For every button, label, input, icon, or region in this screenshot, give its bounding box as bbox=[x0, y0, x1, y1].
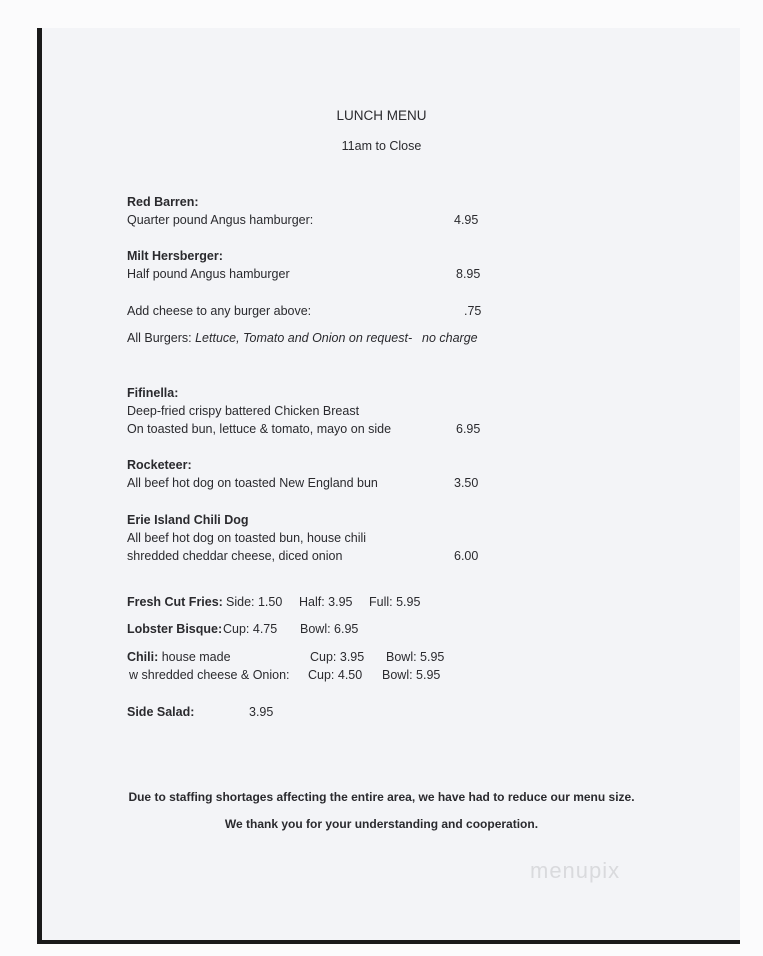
page-edge-left bbox=[37, 28, 42, 944]
fries-full: Full: 5.95 bbox=[369, 595, 421, 609]
item-name: Fifinella: bbox=[127, 386, 179, 400]
item-desc: Quarter pound Angus hamburger: bbox=[127, 213, 314, 227]
item-price: 6.00 bbox=[454, 549, 479, 563]
bisque-bowl: Bowl: 6.95 bbox=[300, 622, 359, 636]
item-name: Side Salad: bbox=[127, 705, 195, 719]
item-name: Rocketeer: bbox=[127, 458, 192, 472]
fries-side: Side: 1.50 bbox=[226, 595, 283, 609]
item-desc: All beef hot dog on toasted bun, house chili bbox=[127, 531, 367, 545]
item-desc: w shredded cheese & Onion: bbox=[129, 668, 290, 682]
chili-cup-cheese: Cup: 4.50 bbox=[308, 668, 363, 682]
item-price: .75 bbox=[464, 304, 482, 318]
page-edge-bottom bbox=[37, 940, 740, 944]
item-desc: Add cheese to any burger above: bbox=[127, 304, 312, 318]
burger-note-label: All Burgers: bbox=[127, 331, 192, 345]
chili-cup: Cup: 3.95 bbox=[310, 650, 365, 664]
item-name: Chili: bbox=[127, 650, 159, 664]
burger-note-text: Lettuce, Tomato and Onion on request- bbox=[195, 331, 413, 345]
item-price: 6.95 bbox=[456, 422, 481, 436]
item-name: Red Barren: bbox=[127, 195, 199, 209]
item-desc: All beef hot dog on toasted New England bun bbox=[127, 476, 378, 490]
burger-note bbox=[127, 330, 412, 346]
item-price: 4.95 bbox=[454, 213, 479, 227]
chili-line bbox=[127, 649, 231, 665]
fries-half: Half: 3.95 bbox=[299, 595, 353, 609]
bisque-cup: Cup: 4.75 bbox=[223, 622, 278, 636]
chili-bowl-cheese: Bowl: 5.95 bbox=[382, 668, 441, 682]
burger-note-charge: no charge bbox=[422, 331, 478, 345]
menu-hours: 11am to Close bbox=[341, 139, 422, 153]
watermark-logo: menupix bbox=[530, 858, 621, 883]
item-desc: Deep-fried crispy battered Chicken Breast bbox=[127, 404, 360, 418]
item-desc: house made bbox=[161, 650, 231, 664]
item-desc: Half pound Angus hamburger bbox=[127, 267, 290, 281]
item-name: Milt Hersberger: bbox=[127, 249, 223, 263]
item-desc: shredded cheddar cheese, diced onion bbox=[127, 549, 343, 563]
chili-bowl: Bowl: 5.95 bbox=[386, 650, 445, 664]
footer-thanks: We thank you for your understanding and cooperation. bbox=[224, 817, 539, 831]
menu-title: LUNCH MENU bbox=[336, 108, 427, 123]
footer-note: Due to staffing shortages affecting the entire area, we have had to reduce our menu size. bbox=[128, 790, 635, 804]
item-price: 8.95 bbox=[456, 267, 481, 281]
item-name: Erie Island Chili Dog bbox=[127, 513, 249, 527]
item-price: 3.50 bbox=[454, 476, 479, 490]
item-desc: On toasted bun, lettuce & tomato, mayo on side bbox=[127, 422, 392, 436]
item-name: Fresh Cut Fries: bbox=[127, 595, 223, 609]
item-price: 3.95 bbox=[249, 705, 274, 719]
item-name: Lobster Bisque: bbox=[127, 622, 223, 636]
